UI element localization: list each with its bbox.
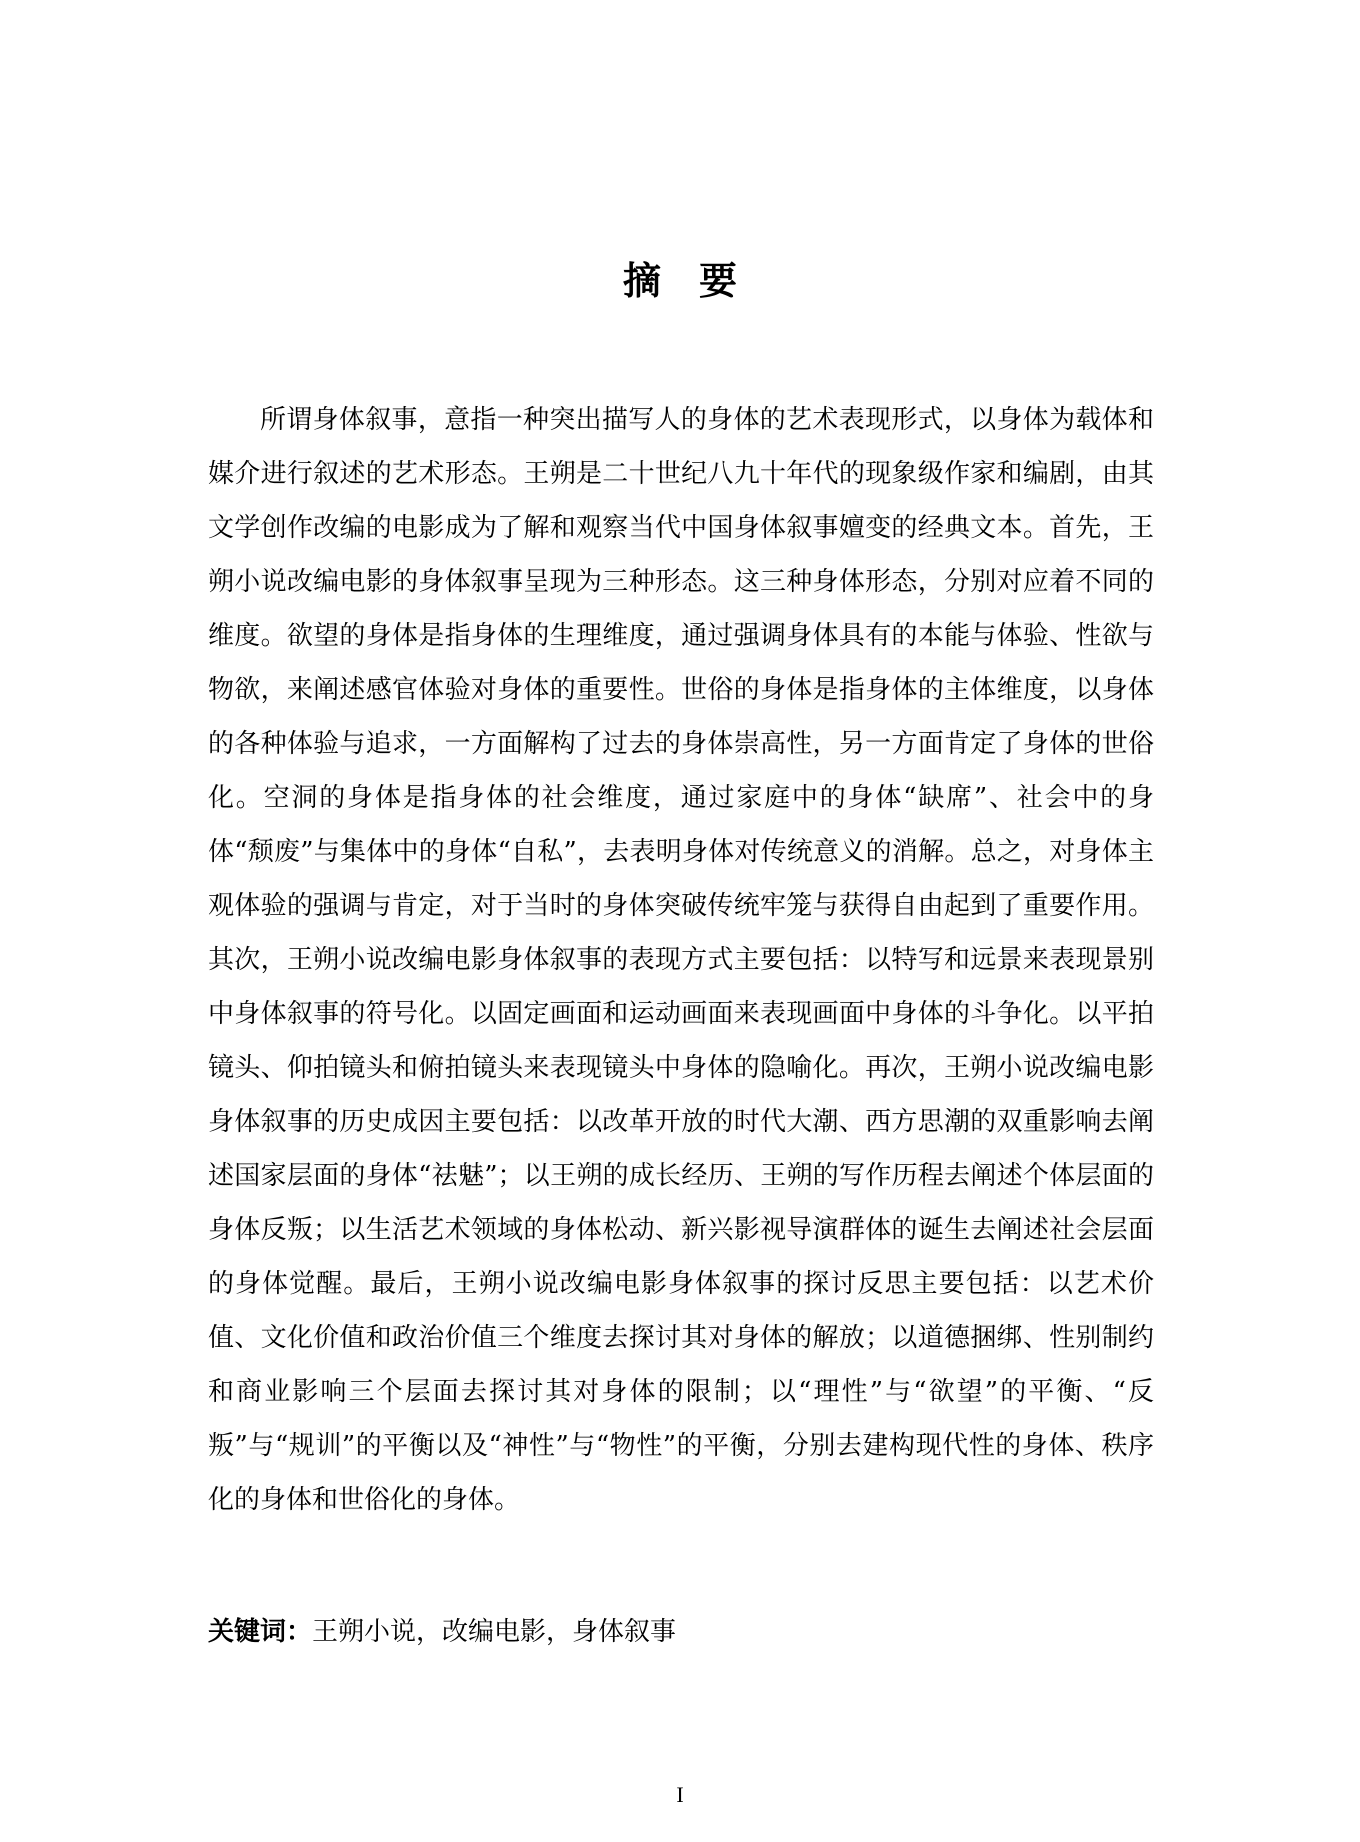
keywords-line — [208, 1612, 1154, 1652]
title-char-2: 要 — [699, 259, 738, 303]
keywords-text: 王朔小说，改编电影，身体叙事 — [312, 1617, 677, 1647]
keywords-label: 关键词： — [208, 1617, 313, 1647]
title-char-1: 摘 — [622, 259, 661, 303]
page-title — [0, 250, 1360, 305]
abstract-paragraph: 所谓身体叙事，意指一种突出描写人的身体的艺术表现形式，以身体为载体和媒介进行叙述的艺术形态。王朔是二十世纪八九十年代的现象级作家和编剧，由其文学创作改编的电影成为了解和观察当代中国身体叙事嬗变的经典文本。首先，王朔小说改编电影的身体叙事呈现为三种形态。这三种身体形态，分别对应着不同的维度。欲望的身体是指身体的生理维度，通过强调身体具有的本能与体验、性欲与物欲，来阐述感官体验对身体的重要性。世俗的身体是指身体的主体维度，以身体的各种体验与追求，一方面解构了过去的身体崇高性，另一方面肯定了身体的世俗化。空洞的身体是指身体的社会维度，通过家庭中的身体“缺席”、社会中的身体“颓废”与集体中的身体“自私”，去表明身体对传统意义的消解。总之，对身体主观体验的强调与肯定，对于当时的身体突破传统牢笼与获得自由起到了重要作用。其次，王朔小说改编电影身体叙事的表现方式主要包括：以特写和远景来表现景别中身体叙事的符号化。以固定画面和运动画面来表现画面中身体的斗争化。以平拍镜头、仰拍镜头和俯拍镜头来表现镜头中身体的隐喻化。再次，王朔小说改编电影身体叙事的历史成因主要包括：以改革开放的时代大潮、西方思潮的双重影响去阐述国家层面的身体“祛魅”；以王朔的成长经历、王朔的写作历程去阐述个体层面的身体反叛；以生活艺术领域的身体松动、新兴影视导演群体的诞生去阐述社会层面的身体觉醒。最后，王朔小说改编电影身体叙事的探讨反思主要包括：以艺术价值、文化价值和政治价值三个维度去探讨其对身体的解放；以道德捆绑、性别制约和商业影响三个层面去探讨其对身体的限制；以“理性”与“欲望”的平衡、“反叛”与“规训”的平衡以及“神性”与“物性”的平衡，分别去建构现代性的身体、秩序化的身体和世俗化的身体。 — [208, 405, 1154, 1515]
page-number: I — [676, 1782, 684, 1807]
